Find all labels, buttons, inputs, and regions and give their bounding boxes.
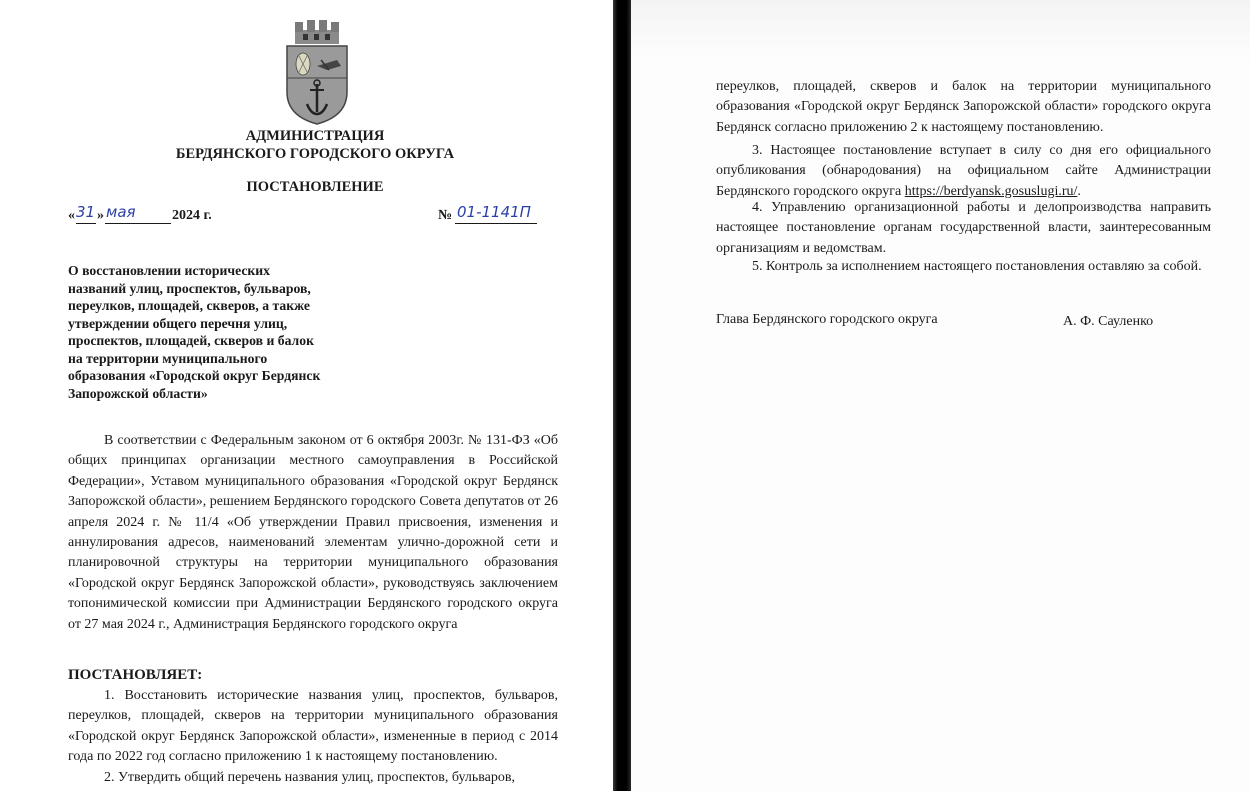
page-gutter (613, 0, 631, 791)
item-3-text: 3. Настоящее постановление вступает в силу со дня его официального опубликования (обнародования) на официальном сайте Администрации Бердянского городского округа (716, 143, 1211, 199)
document-type-title: ПОСТАНОВЛЕНИЕ (246, 179, 384, 195)
document-number-label: № (438, 208, 453, 223)
resolve-heading: ПОСТАНОВЛЯЕТ: (68, 667, 203, 683)
document-number-handwritten: 01-1141П (457, 203, 531, 221)
date-month-handwritten: мая (106, 203, 136, 221)
resolution-item-5: 5. Контроль за исполнением настоящего постановления оставляю за собой. (752, 259, 1202, 274)
signatory-name: А. Ф. Сауленко (1063, 314, 1154, 329)
berdyansk-coat-of-arms-icon (281, 16, 353, 126)
date-month-underline (105, 223, 171, 224)
org-name-line1: АДМИНИСТРАЦИЯ (245, 128, 385, 144)
official-site-link[interactable]: https://berdyansk.gosuslugi.ru/ (904, 183, 1078, 199)
signatory-position: Глава Бердянского городского округа (716, 312, 938, 327)
item-3-end: . (1077, 183, 1081, 199)
org-name-line2: БЕРДЯНСКОГО ГОРОДСКОГО ОКРУГА (175, 146, 455, 162)
date-open-quote: « (68, 208, 75, 223)
date-year: 2024 г. (172, 208, 212, 223)
resolution-item-3 (716, 141, 1211, 202)
resolution-item-2-continuation: переулков, площадей, скверов и балок на территории муниципального образования «Городской округ Бердянск Запорожской области» городского округа Бердянск согласно приложению 2 к настоящему постановлению. (716, 79, 1211, 135)
resolution-item-1: 1. Восстановить исторические названия улиц, проспектов, бульваров, переулков, площадей, скверов на территории муниципального образования «Городской округ Бердянск Запорожской области», измененные в период с 2014 года по 2022 год согласно приложению 1 к настоящему постановлению. (68, 688, 558, 765)
document-subject: О восстановлении исторических названий улиц, проспектов, бульваров, переулков, площадей, скверов, а также утверждении общего перечня улиц, проспектов, площадей, скверов и балок на территории муниципального образования «Городской округ Бердянск Запорожской области» (68, 263, 321, 401)
date-day-handwritten: 31 (76, 203, 96, 221)
document-page-left (0, 0, 613, 791)
document-page-right (631, 0, 1250, 791)
date-day-underline (76, 223, 96, 224)
resolution-item-2-start: 2. Утвердить общий перечень названия улиц, проспектов, бульваров, (104, 770, 515, 785)
preamble-paragraph: В соответствии с Федеральным законом от 6 октября 2003г. № 131-ФЗ «Об общих принципах организации местного самоуправления в Российской Федерации», Уставом муниципального образования «Городской округ Бердянск Запорожской области», решением Бердянского городского Совета депутатов от 26 апреля 2024 г. № 11/4 «Об утверждении Правил присвоения, изменения и аннулирования адресов, наименований элементам улично-дорожной сети и планировочной структуры на территории муниципального образования «Городской округ Бердянск Запорожской области», руководствуясь заключением топонимической комиссии при Администрации Бердянского городского округа от 27 мая 2024 г., Администрация Бердянского городского округа (68, 433, 558, 632)
scan-shadow (631, 0, 1250, 60)
resolution-item-4: 4. Управлению организационной работы и делопроизводства направить настоящее постановление органам государственной власти, заинтересованным организациям и ведомствам. (716, 200, 1211, 256)
document-number-underline (455, 223, 537, 224)
date-close-quote: » (97, 208, 104, 223)
